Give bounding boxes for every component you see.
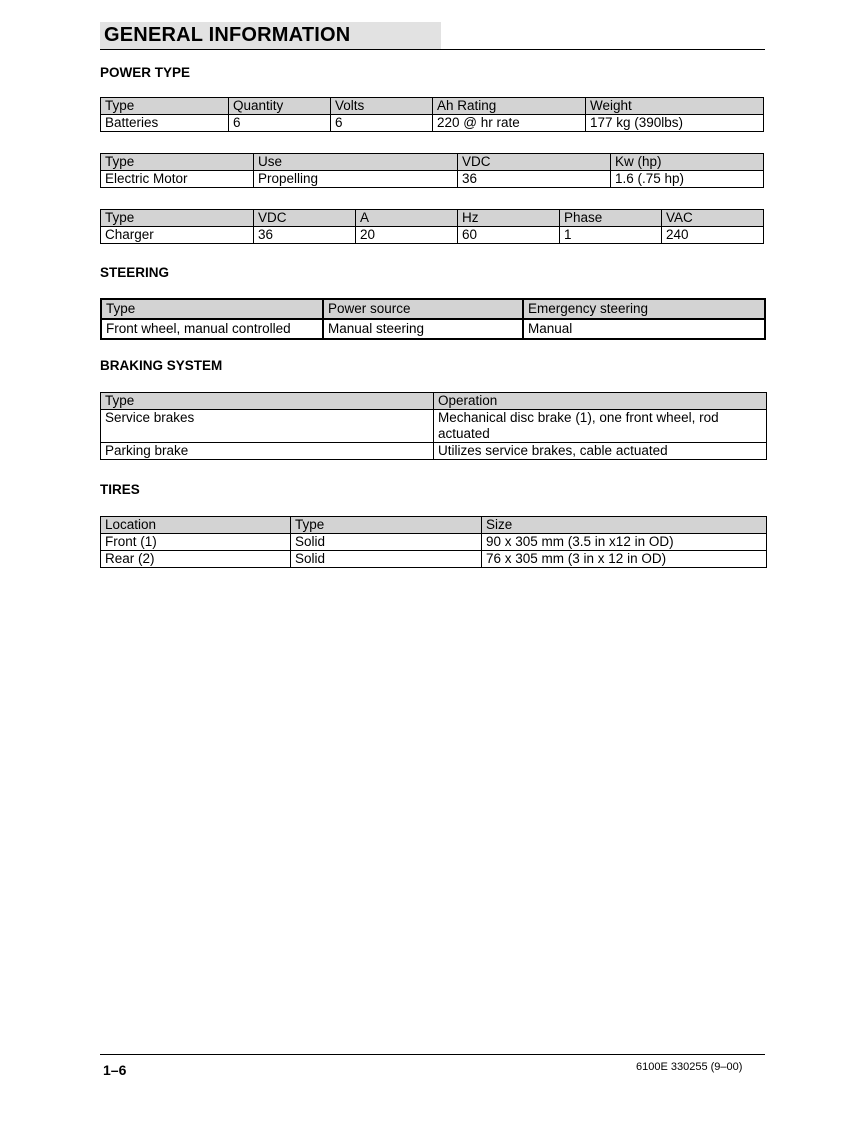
column-header: Weight (586, 98, 764, 115)
column-header: Location (101, 517, 291, 534)
column-header: Type (101, 210, 254, 227)
table-header-row (101, 98, 764, 115)
table-cell: 76 x 305 mm (3 in x 12 in OD) (482, 551, 767, 568)
column-header: Type (101, 393, 434, 410)
table-header-row (101, 210, 764, 227)
table-cell: 6 (331, 115, 433, 132)
page-title: GENERAL INFORMATION (104, 24, 351, 46)
column-header: Phase (560, 210, 662, 227)
column-header: Size (482, 517, 767, 534)
table-cell: 90 x 305 mm (3.5 in x12 in OD) (482, 534, 767, 551)
table-header-row (101, 299, 765, 319)
table-cell: Charger (101, 227, 254, 244)
table-cell: 220 @ hr rate (433, 115, 586, 132)
column-header: Operation (434, 393, 767, 410)
column-header: Hz (458, 210, 560, 227)
table-cell: Utilizes service brakes, cable actuated (434, 443, 767, 460)
table-cell: 36 (254, 227, 356, 244)
column-header: Quantity (229, 98, 331, 115)
column-header: Kw (hp) (611, 154, 764, 171)
page-number: 1–6 (103, 1062, 127, 1078)
section-heading-power-type: POWER TYPE (100, 65, 191, 80)
table-cell: 1 (560, 227, 662, 244)
table-cell: Manual steering (323, 319, 523, 339)
table-row (101, 171, 764, 188)
column-header: Type (101, 98, 229, 115)
table-row (101, 410, 767, 443)
table-cell: 60 (458, 227, 560, 244)
column-header: Power source (323, 299, 523, 319)
column-header: Type (291, 517, 482, 534)
table-cell: Solid (291, 534, 482, 551)
column-header: VAC (662, 210, 764, 227)
table-cell: Front (1) (101, 534, 291, 551)
tires-table (100, 516, 767, 568)
table-row (101, 115, 764, 132)
motor-table (100, 153, 764, 188)
braking-table (100, 392, 767, 460)
table-cell: Propelling (254, 171, 458, 188)
table-row (101, 443, 767, 460)
table-cell: Rear (2) (101, 551, 291, 568)
table-row (101, 227, 764, 244)
column-header: Emergency steering (523, 299, 765, 319)
column-header: Type (101, 154, 254, 171)
table-cell: 6 (229, 115, 331, 132)
section-heading-steering: STEERING (100, 265, 170, 280)
table-cell: Mechanical disc brake (1), one front wheel, rod actuated (434, 410, 767, 443)
column-header: VDC (458, 154, 611, 171)
table-cell: Manual (523, 319, 765, 339)
table-cell: Batteries (101, 115, 229, 132)
steering-table (100, 298, 766, 340)
footer-divider (100, 1054, 765, 1055)
table-header-row (101, 393, 767, 410)
document-id: 6100E 330255 (9–00) (636, 1061, 743, 1073)
table-cell: Front wheel, manual controlled (101, 319, 323, 339)
column-header: Ah Rating (433, 98, 586, 115)
table-cell: Electric Motor (101, 171, 254, 188)
table-cell: 177 kg (390lbs) (586, 115, 764, 132)
batteries-table (100, 97, 764, 132)
table-cell: 1.6 (.75 hp) (611, 171, 764, 188)
table-cell: Service brakes (101, 410, 434, 443)
column-header: Volts (331, 98, 433, 115)
table-header-row (101, 154, 764, 171)
table-cell: 20 (356, 227, 458, 244)
table-cell: 240 (662, 227, 764, 244)
table-header-row (101, 517, 767, 534)
charger-table (100, 209, 764, 244)
table-row (101, 551, 767, 568)
table-cell: Parking brake (101, 443, 434, 460)
table-cell: 36 (458, 171, 611, 188)
table-cell: Solid (291, 551, 482, 568)
section-heading-braking-system: BRAKING SYSTEM (100, 358, 223, 373)
column-header: Use (254, 154, 458, 171)
column-header: VDC (254, 210, 356, 227)
column-header: Type (101, 299, 323, 319)
column-header: A (356, 210, 458, 227)
table-row (101, 534, 767, 551)
table-row (101, 319, 765, 339)
header-divider (100, 49, 765, 50)
section-heading-tires: TIRES (100, 482, 140, 497)
